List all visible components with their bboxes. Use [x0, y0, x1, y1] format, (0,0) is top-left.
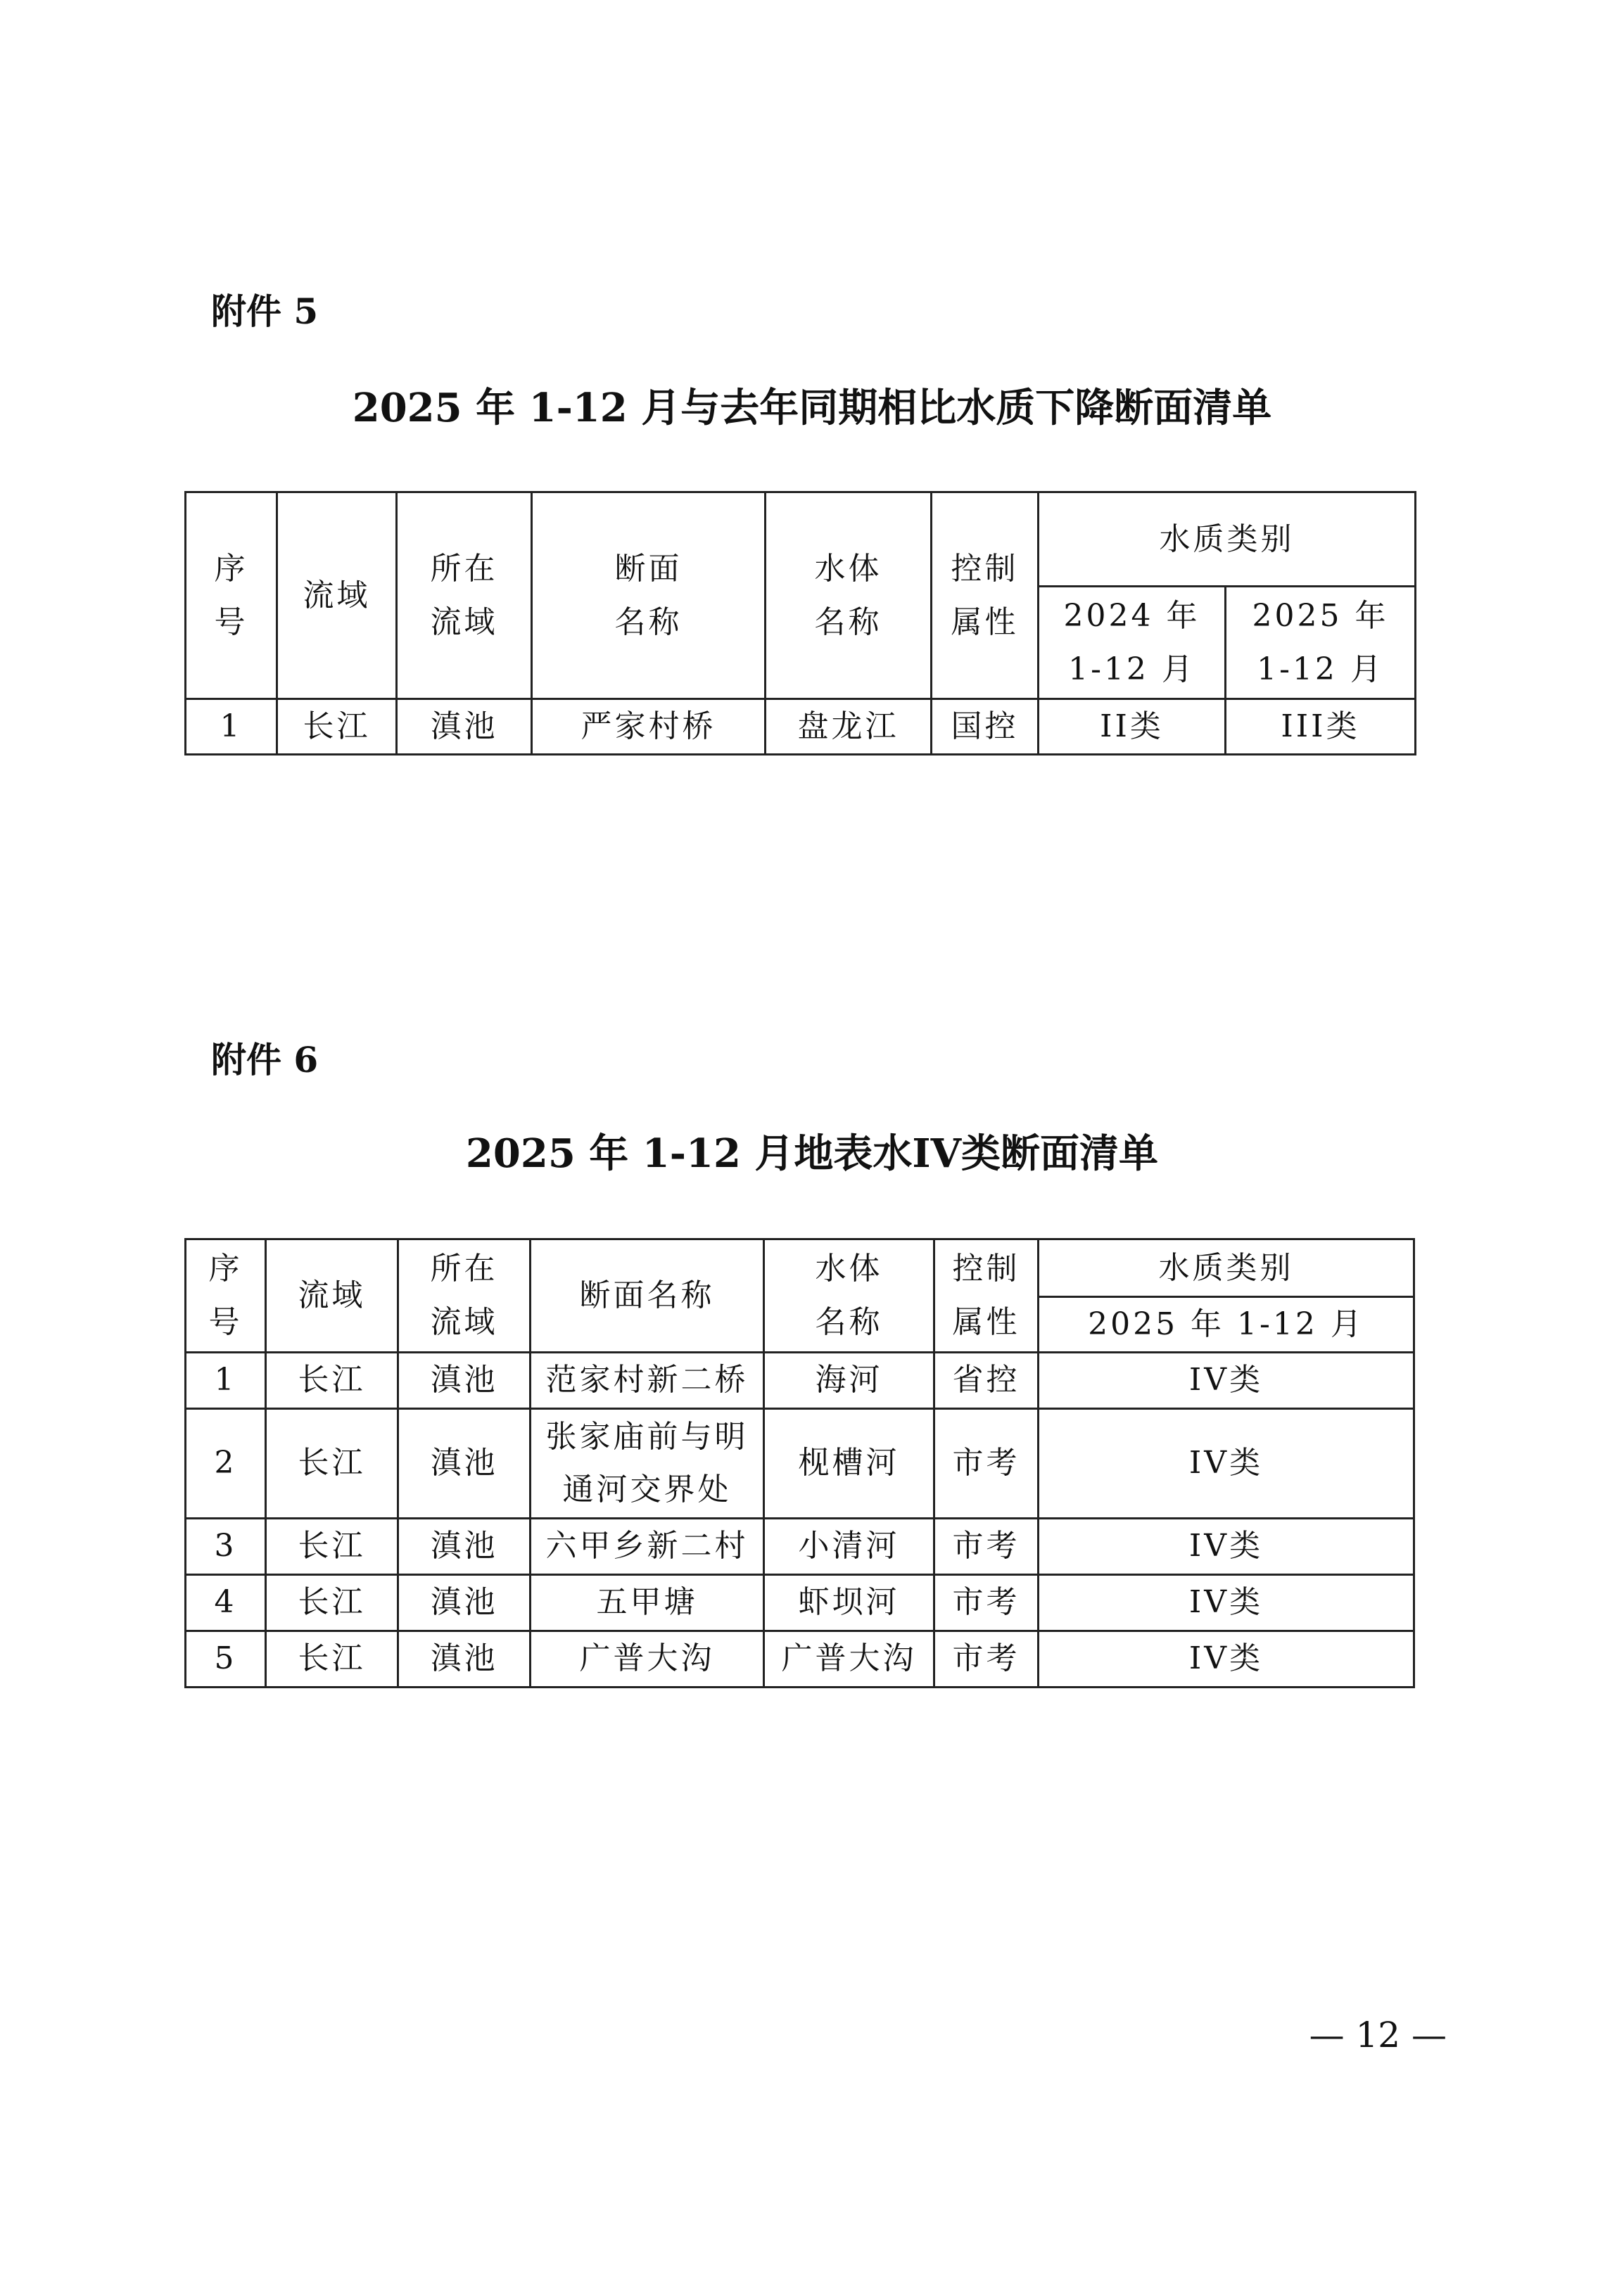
cell-seq: 3: [186, 1518, 266, 1574]
header-sub-basin: 所在 流域: [398, 1239, 531, 1353]
page-number: — 12 —: [1309, 2015, 1447, 2055]
cell-water-body: 虾坝河: [764, 1574, 934, 1631]
header-seq: 序 号: [186, 492, 277, 699]
cell-seq: 4: [186, 1574, 266, 1631]
cell-section-name: 张家庙前与明 通河交界处: [531, 1408, 764, 1518]
cell-quality: IV类: [1039, 1408, 1414, 1518]
cell-control: 市考: [934, 1518, 1039, 1574]
header-sub-basin: 所在 流域: [397, 492, 532, 699]
attachment-5-title: 2025 年 1-12 月与去年同期相比水质下降断面清单: [352, 385, 1272, 431]
cell-quality: IV类: [1039, 1631, 1414, 1687]
cell-seq: 2: [186, 1408, 266, 1518]
cell-water-body: 小清河: [764, 1518, 934, 1574]
header-control: 控制 属性: [934, 1239, 1039, 1353]
header-section-name: 断面名称: [531, 1239, 764, 1353]
header-control: 控制 属性: [932, 492, 1039, 699]
cell-quality-2025: III类: [1226, 699, 1416, 755]
table-row: [186, 1631, 1414, 1687]
attachment-5-label: 附件 5: [211, 291, 319, 332]
header-water-body: 水体 名称: [766, 492, 932, 699]
cell-quality: IV类: [1039, 1518, 1414, 1574]
header-water-quality: 水质类别: [1039, 1239, 1414, 1297]
cell-basin: 长江: [266, 1518, 398, 1574]
table-header-row: [186, 1239, 1414, 1297]
table-row: [186, 1518, 1414, 1574]
cell-basin: 长江: [266, 1574, 398, 1631]
cell-seq: 1: [186, 699, 277, 755]
cell-basin: 长江: [266, 1352, 398, 1408]
cell-quality: IV类: [1039, 1352, 1414, 1408]
cell-sub-basin: 滇池: [398, 1352, 531, 1408]
cell-control: 市考: [934, 1408, 1039, 1518]
cell-seq: 5: [186, 1631, 266, 1687]
table-row: [186, 1352, 1414, 1408]
table-row: [186, 699, 1416, 755]
header-seq: 序 号: [186, 1239, 266, 1353]
header-basin: 流域: [277, 492, 397, 699]
cell-sub-basin: 滇池: [398, 1518, 531, 1574]
cell-quality-2024: II类: [1039, 699, 1226, 755]
cell-control: 市考: [934, 1574, 1039, 1631]
cell-seq: 1: [186, 1352, 266, 1408]
header-period-2024: 2024 年 1-12 月: [1039, 587, 1226, 699]
table-row: [186, 1574, 1414, 1631]
header-section-name: 断面 名称: [532, 492, 766, 699]
attachment-6-title: 2025 年 1-12 月地表水IV类断面清单: [465, 1130, 1159, 1177]
attachment-6-table: [184, 1238, 1415, 1688]
header-period-2025: 2025 年 1-12 月: [1226, 587, 1416, 699]
cell-section-name: 五甲塘: [531, 1574, 764, 1631]
cell-basin: 长江: [266, 1631, 398, 1687]
cell-section-name: 范家村新二桥: [531, 1352, 764, 1408]
header-basin: 流域: [266, 1239, 398, 1353]
cell-quality: IV类: [1039, 1574, 1414, 1631]
cell-sub-basin: 滇池: [398, 1631, 531, 1687]
cell-sub-basin: 滇池: [398, 1574, 531, 1631]
cell-basin: 长江: [277, 699, 397, 755]
cell-water-body: 枧槽河: [764, 1408, 934, 1518]
cell-control: 市考: [934, 1631, 1039, 1687]
header-water-body: 水体 名称: [764, 1239, 934, 1353]
cell-section-name: 六甲乡新二村: [531, 1518, 764, 1574]
table-header-row: [186, 492, 1416, 587]
header-period-2025: 2025 年 1-12 月: [1039, 1297, 1414, 1353]
cell-section-name: 广普大沟: [531, 1631, 764, 1687]
attachment-6-label: 附件 6: [211, 1039, 319, 1080]
attachment-5-table: [184, 491, 1416, 755]
cell-control: 省控: [934, 1352, 1039, 1408]
cell-sub-basin: 滇池: [397, 699, 532, 755]
cell-control: 国控: [932, 699, 1039, 755]
table-row: [186, 1408, 1414, 1518]
header-water-quality: 水质类别: [1039, 492, 1416, 587]
cell-water-body: 广普大沟: [764, 1631, 934, 1687]
cell-water-body: 盘龙江: [766, 699, 932, 755]
cell-section-name: 严家村桥: [532, 699, 766, 755]
cell-water-body: 海河: [764, 1352, 934, 1408]
cell-basin: 长江: [266, 1408, 398, 1518]
cell-sub-basin: 滇池: [398, 1408, 531, 1518]
